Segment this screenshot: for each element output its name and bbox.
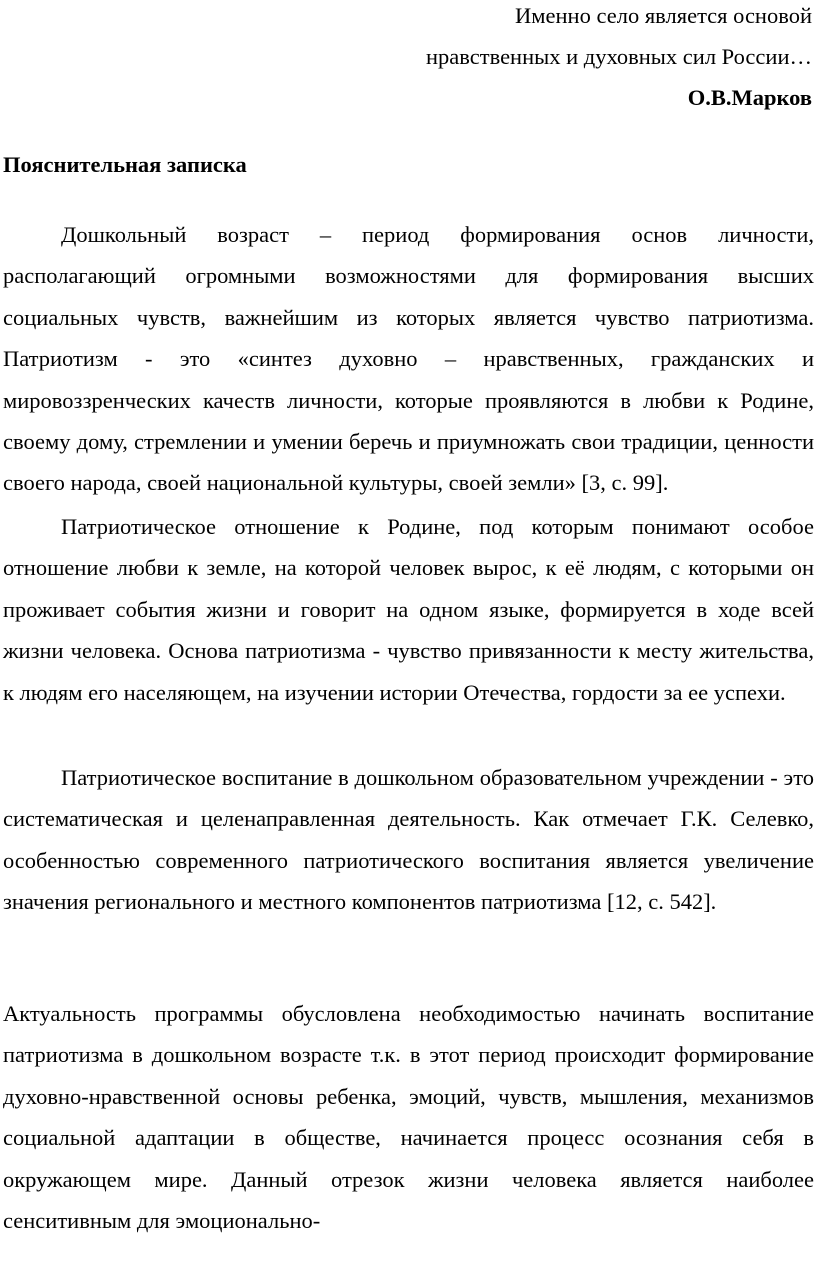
paragraph-2: Патриотическое отношение к Родине, под которым понимают особое отношение любви к земле, на которой человек вырос, к её людям, с которыми он проживает события жизни и говорит на одном языке, формируется в ходе всей жизни человека. Основа патриотизма - чувство привязанности к месту жительства, к людям его населяющем, на изучении истории Отечества, гордости за ее успехи. — [3, 514, 814, 705]
paragraph-3: Патриотическое воспитание в дошкольном образовательном учреждении - это систематическая и целенаправленная деятельность. Как отмечает Г.К. Селевко, особенностью современного патриотического воспитания является увеличение значения регионального и местного компонентов патриотизма [12, с. 542]. — [3, 765, 814, 915]
section-heading: Пояснительная записка — [3, 152, 247, 177]
epigraph-line-2: нравственных и духовных сил России… — [425, 44, 812, 69]
epigraph-author: О.В.Марков — [687, 85, 812, 110]
paragraph-1: Дошкольный возраст – период формирования основ личности, располагающий огромными возможностями для формирования высших социальных чувств, важнейшим из которых является чувство патриотизма. Патриотизм - это «синтез духовно – нравственных, гражданских и мировоззренческих качеств личности, которые проявляются в любви к Родине, своему дому, стремлении и умении беречь и приумножать свои традиции, ценности своего народа, своей национальной культуры, своей земли» [3, с. 99]. — [3, 222, 814, 496]
epigraph — [426, 0, 812, 118]
paragraph-4: Актуальность программы обусловлена необходимостью начинать воспитание патриотизма в дошкольном возрасте т.к. в этот период происходит формирование духовно-нравственной основы ребенка, эмоций, чувств, мышления, механизмов социальной адаптации в обществе, начинается процесс осознания себя в окружающем мире. Данный отрезок жизни человека является наиболее сенситивным для эмоционально- — [3, 1001, 814, 1234]
epigraph-line-1: Именно село является основой — [515, 3, 812, 28]
